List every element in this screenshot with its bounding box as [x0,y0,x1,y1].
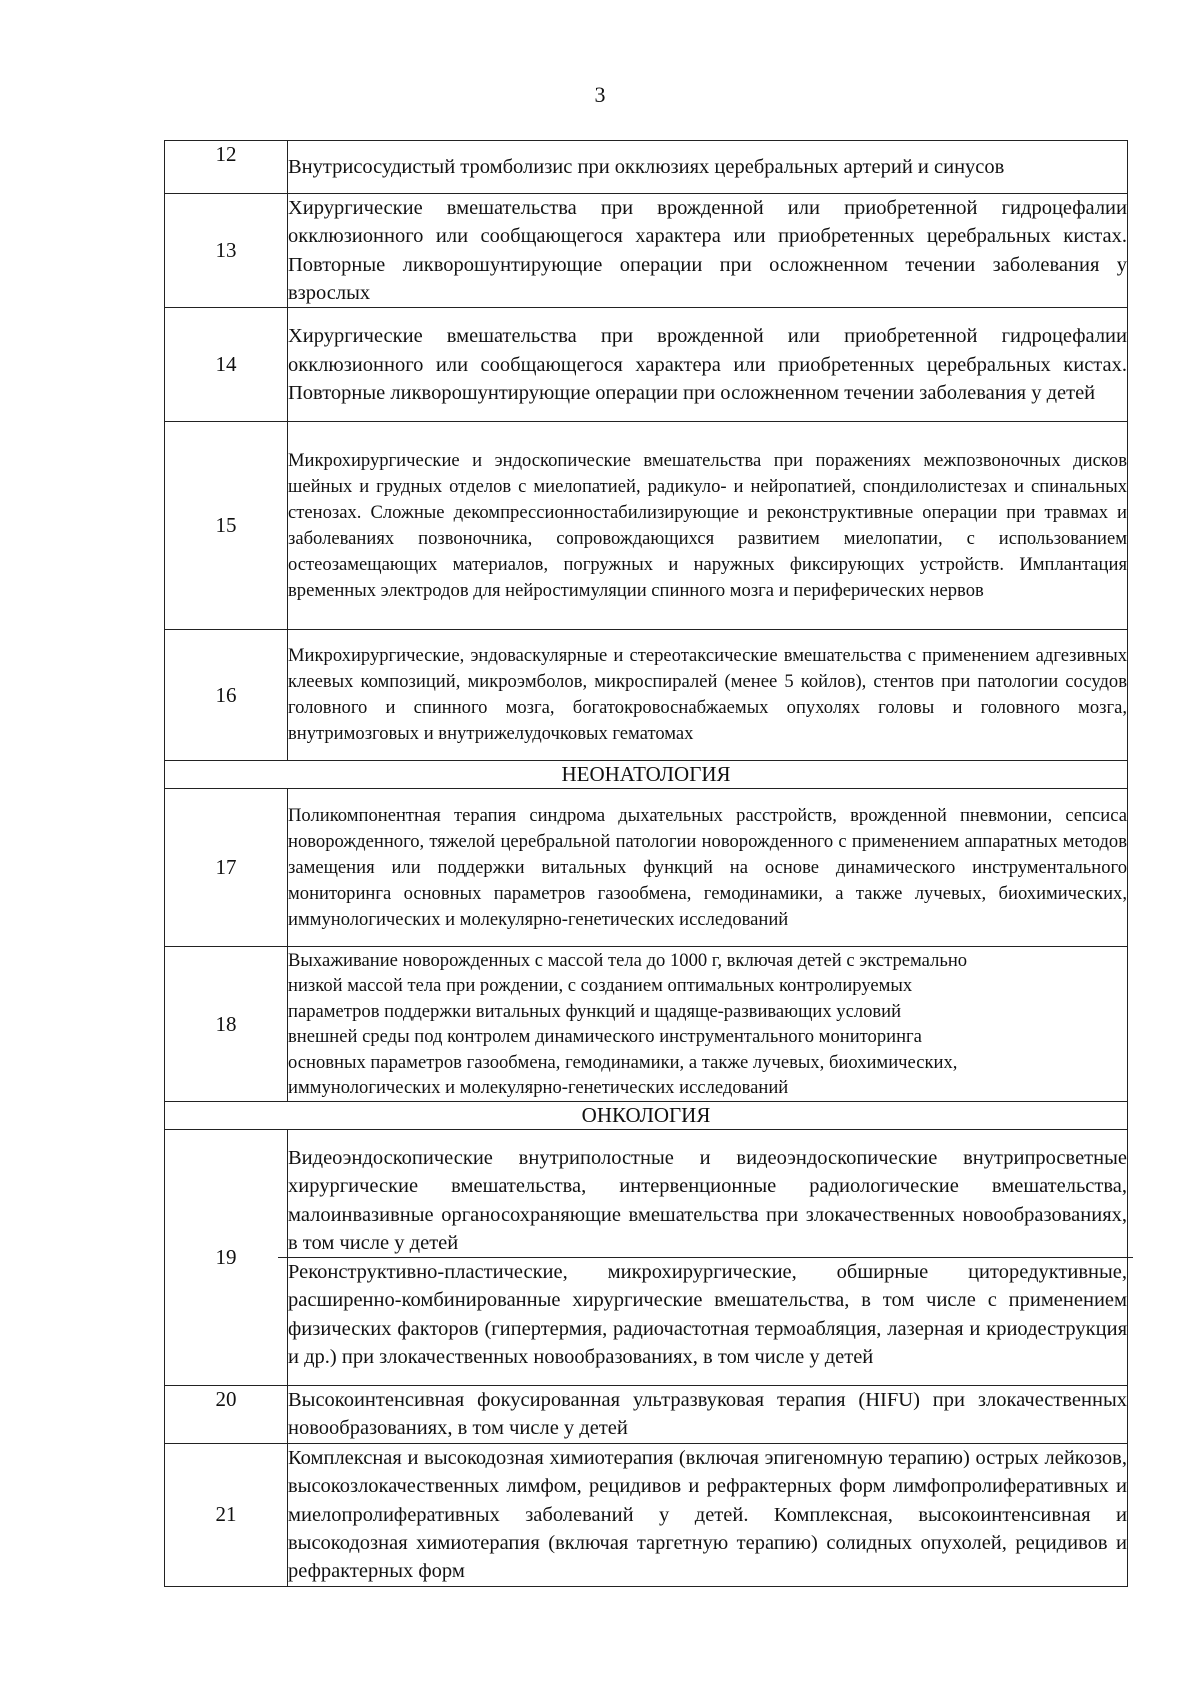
row-number: 17 [165,789,288,947]
row-description: Поликомпонентная терапия синдрома дыхательных расстройств, врожденной пневмонии, сепсиса новорожденного, тяжелой церебральной патологии новорожденного с применением аппаратных методов замещения или поддержки витальных функций на основе динамического инструментального мониторинга основных параметров газообмена, гемодинамики, а также лучевых, биохимических, иммунологических и молекулярно-генетических исследований [288,804,1127,930]
table-row [165,141,1128,194]
section-header-row [165,1102,1128,1130]
procedures-table [164,140,1128,1587]
row-number: 21 [165,1443,288,1586]
description-line: внешней среды под контролем динамического инструментального мониторинга [288,1026,922,1048]
row-number: 16 [165,630,288,761]
description-line: основных параметров газообмена, гемодинамики, а также лучевых, биохимических, [288,1051,958,1073]
table-row [165,947,1128,1102]
row-description: Хирургические вмешательства при врожденной или приобретенной гидроцефалии окклюзионного или сообщающегося характера или приобретенных церебральных кистах. Повторные ликворошунтирующие операции при осложненном течении заболевания у детей [288,325,1127,404]
table-row [165,789,1128,947]
row-description: Высокоинтенсивная фокусированная ультразвуковая терапия (HIFU) при злокачественных новообразованиях, в том числе у детей [288,1389,1127,1440]
row-description: Комплексная и высокодозная химиотерапия (включая эпигеномную терапию) острых лейкозов, высокозлокачественных лимфом, рецидивов и рефрактерных форм лимфопролиферативных и миелопролиферативных заболеваний у детей. Комплексная, высокоинтенсивная и высокодозная химиотерапия (включая таргетную терапию) солидных опухолей, рецидивов и рефрактерных форм [288,1447,1127,1583]
table-row [165,422,1128,630]
row-description-part-b: Реконструктивно-пластические, микрохирургические, обширные циторедуктивные, расширенно-комбинированные хирургические вмешательства, в том числе с применением физических факторов (гипертермия, радиочастотная термоабляция, лазерная и криодеструкция и др.) при злокачественных новообразованиях, в том числе у детей [278,1257,1133,1371]
table-row [165,630,1128,761]
page-number: 3 [594,82,606,107]
row-number: 13 [165,194,288,308]
row-number: 14 [165,308,288,422]
description-line: иммунологических и молекулярно-генетических исследований [288,1077,789,1098]
row-number: 15 [165,422,288,630]
table-row [165,1386,1128,1444]
section-heading-oncology: ОНКОЛОГИЯ [165,1102,1128,1130]
section-heading-neonatology: НЕОНАТОЛОГИЯ [165,761,1128,789]
table-row [165,1443,1128,1586]
description-line: параметров поддержки витальных функций и щадяще-развивающих условий [288,1000,902,1022]
row-description-part-a: Видеоэндоскопические внутриполостные и видеоэндоскопические внутрипросветные хирургические вмешательства, интервенционные радиологические вмешательства, малоинвазивные органосохраняющие вмешательства при злокачественных новообразованиях, в том числе у детей [288,1147,1127,1254]
description-line: низкой массой тела при рождении, с созданием оптимальных контролируемых [288,975,913,997]
row-number: 19 [165,1130,288,1386]
table-row [165,308,1128,422]
row-description: Микрохирургические и эндоскопические вмешательства при поражениях межпозвоночных дисков шейных и грудных отделов с миелопатией, радикуло- и нейропатией, спондилолистезах и спинальных стенозах. Сложные декомпрессионностабилизирующие и реконструктивные операции при травмах и заболеваниях позвоночника, сопровождающихся развитием миелопатии, с использованием остеозамещающих материалов, погружных и наружных фиксирующих устройств. Имплантация временных электродов для нейростимуляции спинного мозга и периферических нервов [288,449,1127,601]
table-row [165,1130,1128,1386]
row-number: 12 [165,141,288,194]
row-description: Хирургические вмешательства при врожденной или приобретенной гидроцефалии окклюзионного или сообщающегося характера или приобретенных церебральных кистах. Повторные ликворошунтирующие операции при осложненном течении заболевания у взрослых [288,197,1127,304]
section-header-row [165,761,1128,789]
description-line: Выхаживание новорожденных с массой тела до 1000 г, включая детей с экстремально [288,949,968,971]
row-description: Микрохирургические, эндоваскулярные и стереотаксические вмешательства с применением адгезивных клеевых композиций, микроэмболов, микроспиралей (менее 5 койлов), стентов при патологии сосудов головного и спинного мозга, богатокровоснабжаемых опухолях головы и головного мозга, внутримозговых и внутрижелудочковых гематомах [288,645,1127,745]
row-number: 18 [165,947,288,1102]
row-description: Внутрисосудистый тромболизис при окклюзиях церебральных артерий и синусов [288,155,1005,178]
table-row [165,194,1128,308]
row-description [288,948,1127,1100]
row-number: 20 [165,1386,288,1444]
